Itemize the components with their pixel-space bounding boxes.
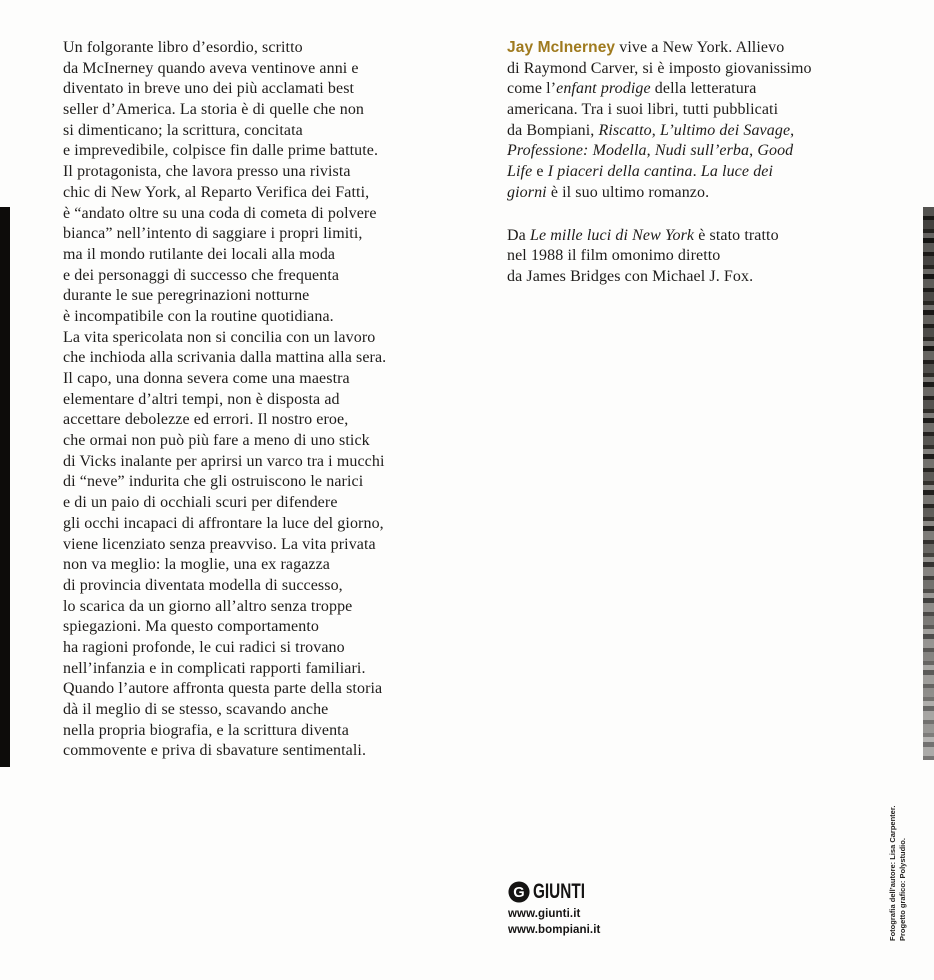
url-bompiani: www.bompiani.it: [508, 923, 601, 936]
author-column: [507, 38, 907, 288]
publisher-urls: [508, 907, 600, 938]
credit-design: Progetto grafico: Polystudio.: [897, 838, 907, 941]
publisher-logo: [508, 880, 604, 904]
synopsis-text: Un folgorante libro d’esordio, scritto da McInerney quando aveva ventinove anni e diventato in breve uno dei più acclamati best seller d’America. La storia è di quelle che non si dimenticano; la scrittura, concitata e imprevedibile, colpisce fin dalle prime battute. Il protagonista, che lavora presso una rivista chic di New York, al Reparto Verifica dei Fatti, è “andato oltre su una coda di cometa di polvere bianca” nell’intento di saggiare i propri limiti, ma il mondo rutilante dei locali alla moda e dei personaggi di successo che frequenta durante le sue peregrinazioni notturne è incompatibile con la routine quotidiana. La vita spericolata non si concilia con un lavoro che inchioda alla scrivania dalla mattina alla sera. Il capo, una donna severa come una maestra elementare d’altri tempi, non è disposta ad accettare debolezze ed errori. Il nostro eroe, che ormai non può più fare a meno di uno stick di Vicks inalante per aprirsi un varco tra i mucchi di “neve” indurita che gli ostruiscono le narici e di un paio di occhiali scuri per difendere gli occhi incapaci di affrontare la luce del giorno, viene licenziato senza preavviso. La vita privata non va meglio: la moglie, una ex ragazza di provincia diventata modella di successo, lo scarica da un giorno all’altro senza troppe spiegazioni. Ma questo comportamento ha ragioni profonde, le cui radici si trovano nell’infanzia e in complicati rapporti familiari. Quando l’autore affronta questa parte della storia dà il meglio di se stesso, scavando anche nella propria biografia, e la scrittura diventa commovente e priva di sbavature sentimentali.: [63, 39, 387, 760]
right-photo-edge-strip: [923, 207, 934, 760]
publisher-name: GIUNTI: [533, 880, 585, 903]
credits-text: [888, 806, 907, 941]
left-spine-strip: [0, 207, 10, 767]
svg-text:G: G: [513, 885, 525, 902]
author-bio-paragraph: Jay McInerney vive a New York. Allievo di Raymond Carver, si è imposto giovanissimo come l’enfant prodige della letteratura americana. Tra i suoi libri, tutti pubblicati da Bompiani, Riscatto, L’ultimo dei Savage, Professione: Modella, Nudi sull’erba, Good Life e I piaceri della cantina. La luce dei giorni è il suo ultimo romanzo.: [507, 39, 812, 201]
credit-photo: Fotografia dell’autore: Lisa Carpenter.: [888, 805, 897, 941]
film-note-paragraph: Da Le mille luci di New York è stato tratto nel 1988 il film omonimo diretto da James Bridges con Michael J. Fox.: [507, 226, 779, 285]
url-giunti: www.giunti.it: [508, 908, 581, 920]
giunti-g-icon: [508, 881, 530, 903]
